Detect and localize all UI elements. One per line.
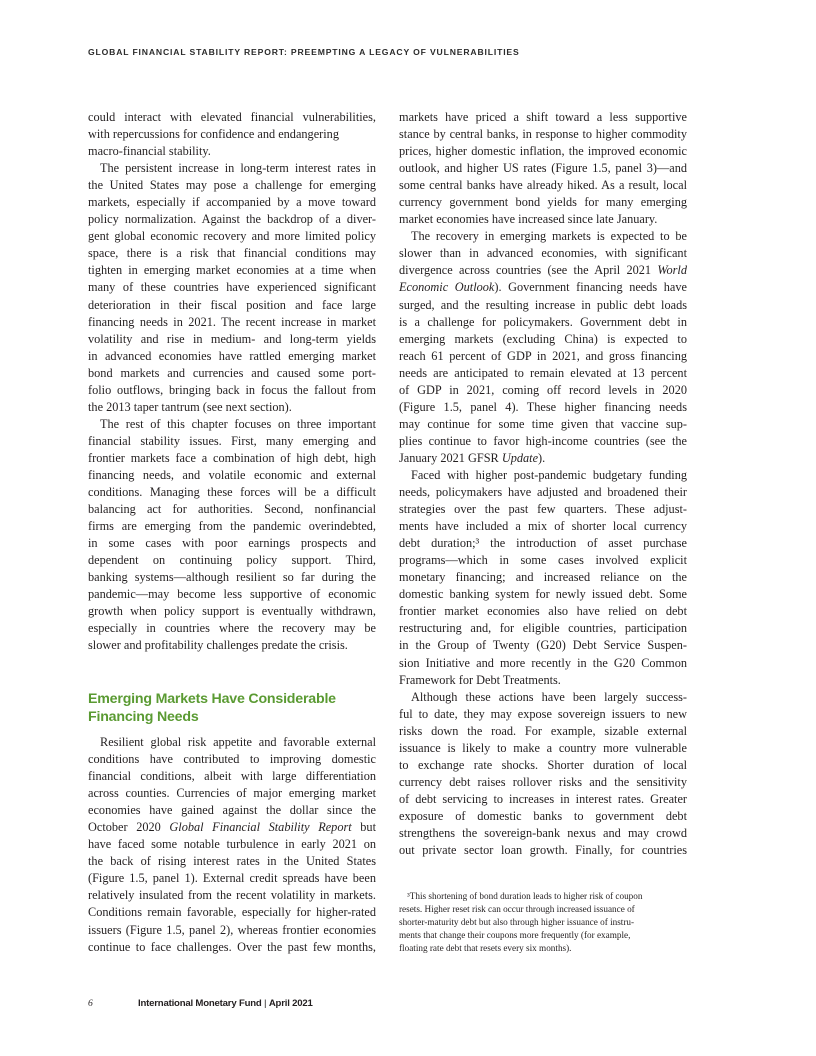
right-column-line: January 2021 GFSR Update). [399, 450, 546, 465]
right-column-line: in the Group of Twenty (G20) Debt Service Suspen- [399, 638, 687, 653]
footer-publisher: International Monetary Fund [138, 998, 262, 1009]
left-column-top-line: policy normalization. Against the backdrop of a diver- [88, 212, 376, 227]
right-column-line: slower than in advanced economies, with significant [399, 246, 687, 261]
left-column-top-line: banking systems—although resilient so far during the [88, 570, 376, 585]
left-column-top-line: deterioration in their fiscal position and face large [88, 297, 376, 312]
right-column-line: issuance is likely to make a country more vulnerable [399, 740, 687, 755]
footnote-line: ments that change their coupons more frequently (for example, [399, 930, 631, 941]
left-column-bottom-line: issuers (Figure 1.5, panel 2), whereas frontier economies [88, 922, 376, 937]
right-column [399, 109, 687, 859]
right-column-line: of debt servicing to increases in interest rates. Greater [399, 791, 687, 806]
right-column-line: divergence across countries (see the April 2021 World [399, 263, 687, 278]
left-column-top-line: markets, especially if accompanied by a move toward [88, 195, 376, 210]
right-column-line: some central banks have already hiked. As a result, local [399, 178, 687, 193]
left-column-top-line: financing needs, and volatile economic and external [88, 467, 376, 482]
right-column-line: of GDP in 2021, coming off record levels in 2020 [399, 382, 687, 397]
running-header: GLOBAL FINANCIAL STABILITY REPORT: PREEMPTING A LEGACY OF VULNERABILITIES [88, 47, 520, 57]
left-column-top-line: gent global economic recovery and more limited policy [88, 229, 376, 244]
left-column-bottom-line: economies have gained against the dollar since the [88, 803, 376, 818]
left-column-bottom-line: (Figure 1.5, panel 1). External credit spreads have been [88, 871, 376, 886]
left-column-top-line: many of these countries have experienced significant [88, 280, 376, 295]
right-column-line: (Figure 1.5, panel 4). These higher financing needs [399, 399, 687, 414]
left-column-top-line: dependent on continuing policy support. Third, [88, 553, 376, 568]
right-column-line: currency government bond yields for many emerging [399, 195, 687, 210]
left-column-top-line: The persistent increase in long-term interest rates in [100, 161, 376, 176]
right-column-line: domestic banking system for newly issued debt. Some [399, 587, 687, 602]
left-column-bottom-line: conditions have contributed to improving domestic [88, 752, 376, 767]
left-column-top-line: financial stability issues. First, many emerging and [88, 433, 376, 448]
left-column-bottom [88, 734, 376, 956]
left-column-top-line: slower and profitability challenges predate the crisis. [88, 638, 348, 653]
footer-separator: | [261, 998, 269, 1009]
left-column-top-line: The rest of this chapter focuses on three important [100, 416, 376, 431]
right-column-line: risks down the road. For example, sizable external [399, 723, 687, 738]
right-column-line: is a challenge for policymakers. Government debt in [399, 314, 687, 329]
right-column-line: debt duration;³ the introduction of asset purchase [399, 536, 687, 551]
right-column-line: sion Initiative and more recently in the G20 Common [399, 655, 687, 670]
italic-title: World [657, 263, 687, 278]
left-column-top-line: the 2013 taper tantrum (see next section). [88, 399, 292, 414]
left-column-top-line: in advanced economies have rattled emerging market [88, 348, 376, 363]
footnote-line: floating rate debt that resets every six months). [399, 943, 572, 954]
footnote-line: resets. Higher reset risk can occur through increased issuance of [399, 904, 635, 915]
right-column-line: needs are anticipated to remain elevated at 13 percent [399, 365, 687, 380]
left-column-bottom-line: Resilient global risk appetite and favorable external [100, 735, 376, 749]
right-column-line: to exchange rate shocks. Shorter duration of local [399, 757, 687, 772]
right-column-line: Although these actions have been largely success- [411, 689, 687, 704]
left-column-top-line: could interact with elevated financial vulnerabilities, [88, 110, 376, 124]
left-column-top-line: pandemic—may become less supportive of economic [88, 587, 376, 602]
right-column-line: market economies have increased since late January. [399, 212, 658, 227]
section-heading-line-1: Emerging Markets Have Considerable [88, 691, 336, 707]
right-column-line: stance by central banks, in response to higher commodity [399, 127, 687, 142]
right-column-line: restructuring and, for eligible countries, participation [399, 621, 687, 636]
left-column-top-line: the United States may pose a challenge for emerging [88, 178, 376, 193]
right-column-line: monetary financing; and increased reliance on the [399, 570, 687, 585]
left-column-bottom-line: across counties. Currencies of major emerging market [88, 786, 376, 801]
left-column-top-line: firms are emerging from the pandemic overindebted, [88, 519, 376, 534]
right-column-line: Economic Outlook). Government financing needs have [399, 280, 687, 295]
right-column-line: outlook, and higher US rates (Figure 1.5, panel 3)—and [399, 161, 687, 176]
left-column-top-line: balancing act for authorities. Second, nonfinancial [88, 502, 376, 517]
footer-credit [138, 998, 313, 1009]
right-column-line: out private sector loan growth. Finally, for countries [399, 843, 687, 858]
left-column-bottom-line: October 2020 Global Financial Stability Report but [88, 820, 376, 835]
left-column-top-line: financing needs in 2021. The recent increase in market [88, 314, 376, 329]
section-heading [88, 690, 388, 726]
italic-title: Global Financial Stability Report [169, 820, 352, 835]
footer-date: April 2021 [268, 998, 313, 1009]
section-heading-line-2: Financing Needs [88, 709, 199, 725]
footnote-line: shorter-maturity debt but also through higher issuance of instru- [399, 917, 635, 928]
right-column-line: surged, and the resulting increase in public debt loads [399, 297, 687, 312]
right-column-line: plies continue to favor high-income countries (see the [399, 433, 687, 448]
right-column-line: reach 61 percent of GDP in 2021, and gross financing [399, 348, 687, 363]
right-column-line: strengthens the sovereign-bank nexus and may crowd [399, 825, 687, 840]
left-column-top-line: frontier markets face a combination of high debt, high [88, 450, 376, 465]
right-column-line: frontier market economies also have relied on debt [399, 604, 687, 619]
footnote-line: ³This shortening of bond duration leads to higher risk of coupon [407, 891, 643, 901]
right-column-line: strategies over the past few quarters. These adjust- [399, 502, 687, 517]
footnote [399, 890, 687, 955]
right-column-line: needs, policymakers have adjusted and broadened their [399, 485, 687, 500]
right-column-line: The recovery in emerging markets is expected to be [411, 229, 687, 244]
page-number: 6 [88, 998, 93, 1009]
left-column-top-line: bond markets and currencies and caused some port- [88, 365, 376, 380]
left-column-top-line: with repercussions for confidence and endangering [88, 127, 339, 142]
left-column-top-line: tighten in emerging market economies at a time when [88, 263, 376, 278]
left-column-top-line: in some cases with poor earnings prospects and [88, 536, 376, 551]
right-column-line: may continue for some time given that vaccine sup- [399, 416, 687, 431]
right-column-line: programs—which in some cases involved explicit [399, 553, 687, 568]
right-column-line: Framework for Debt Treatments. [399, 672, 561, 687]
left-column-top-line: folio outflows, bringing back in focus the fallout from [88, 382, 376, 397]
left-column-top-line: volatility and rise in medium- and long-term yields [88, 331, 376, 346]
right-column-line: markets have priced a shift toward a less supportive [399, 110, 687, 124]
right-column-line: currency debt raises rollover risks and the sensitivity [399, 774, 687, 789]
left-column-bottom-line: continue to face challenges. Over the past few months, [88, 939, 376, 954]
left-column-bottom-line: the back of rising interest rates in the United States [88, 854, 376, 869]
right-column-line: Faced with higher post-pandemic budgetary funding [411, 467, 687, 482]
right-column-line: ful to date, they may expose sovereign issuers to new [399, 706, 687, 721]
right-column-line: exposure of domestic banks to government debt [399, 808, 687, 823]
left-column-top [88, 109, 376, 655]
italic-title: Economic Outlook [399, 280, 495, 295]
right-column-line: ments have included a mix of shorter local currency [399, 519, 687, 534]
left-column-top-line: conditions. Managing these forces will be a difficult [88, 485, 376, 500]
left-column-bottom-line: Conditions remain favorable, especially for higher-rated [88, 905, 376, 920]
left-column-top-line: macro-financial stability. [88, 144, 211, 159]
right-column-line: prices, higher domestic inflation, the improved economic [399, 144, 687, 159]
left-column-top-line: space, there is a risk that financial conditions may [88, 246, 376, 261]
left-column-bottom-line: relatively insulated from the recent volatility in markets. [88, 888, 376, 903]
left-column-top-line: growth when policy support is eventually withdrawn, [88, 604, 376, 619]
right-column-line: emerging markets (excluding China) is expected to [399, 331, 687, 346]
left-column-bottom-line: have faced some notable turbulence in early 2021 on [88, 837, 376, 852]
left-column-top-line: especially in countries where the recovery may be [88, 621, 376, 636]
italic-title: Update [501, 450, 539, 465]
left-column-bottom-line: financial conditions, albeit with large differentiation [88, 769, 376, 784]
